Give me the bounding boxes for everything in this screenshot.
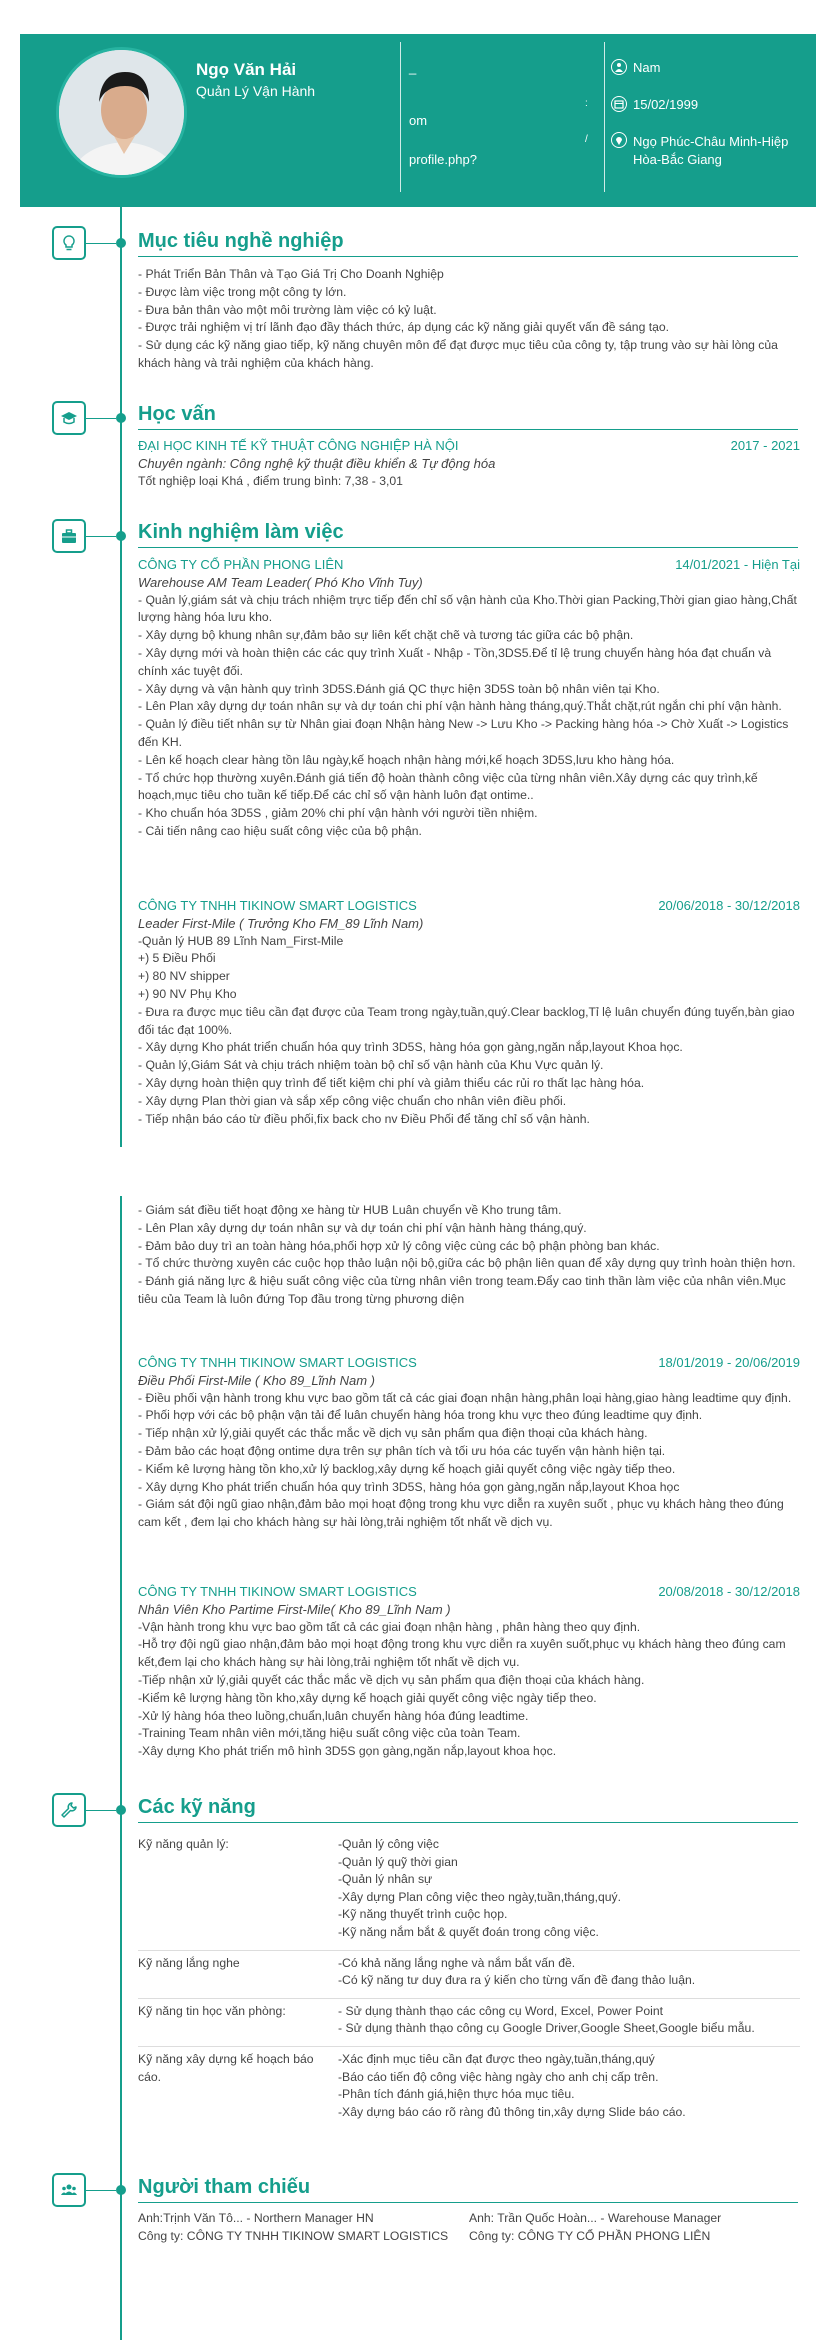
objective-line: - Phát Triển Bản Thân và Tạo Giá Trị Cho Doanh Nghiệp	[138, 267, 444, 281]
job-line: - Tiếp nhận báo cáo từ điều phối,fix back cho nv Điều Phối để tăng chỉ số vận hành.	[138, 1111, 590, 1126]
company-name: CÔNG TY CỔ PHẦN PHONG LIÊN	[138, 557, 344, 572]
job-line: -Hỗ trợ đội ngũ giao nhận,đảm bảo mọi hoạt động trong khu vực diễn ra xuyên suốt,phục vụ khách hàng theo đúng cam kết,đem lại cho khách hàng sự hài lòng,trải nghiệm tốt nhất về dịch vụ.	[138, 1637, 786, 1670]
job-header	[138, 1354, 800, 1372]
job-line: - Cải tiến nâng cao hiệu suất công việc của bộ phận.	[138, 823, 422, 838]
contact-mark-2: /	[585, 134, 588, 145]
skill-row	[138, 1951, 800, 1999]
date-of-birth: 15/02/1999	[633, 97, 699, 112]
job-line: - Lên kế hoạch clear hàng tồn lâu ngày,kế hoạch nhận hàng mới,kế hoạch 3D5S,lưu kho hàng hóa.	[138, 752, 675, 767]
job-line: - Xây dựng và vận hành quy trình 3D5S.Đánh giá QC thực hiện 3D5S toàn bộ nhân viên tại Kho.	[138, 681, 660, 696]
job-header	[138, 897, 800, 915]
job-line: - Đảm bảo duy trì an toàn hàng hóa,phối hợp xử lý công việc cùng các bộ phận phòng ban khác.	[138, 1238, 660, 1253]
job-entry	[138, 1354, 800, 1532]
header-divider	[604, 42, 605, 192]
timeline-line	[120, 207, 122, 1147]
job-position: Nhân Viên Kho Partime First-Mile( Kho 89_Lĩnh Nam )	[138, 1601, 451, 1617]
timeline-dot	[116, 413, 126, 423]
timeline-line	[120, 1196, 122, 2340]
education-period: 2017 - 2021	[730, 438, 800, 453]
skill-row	[138, 1999, 800, 2047]
skill-line: -Xây dựng báo cáo rõ ràng đủ thông tin,xây dựng Slide báo cáo.	[338, 2104, 686, 2119]
job-line: - Xây dựng Kho phát triển chuẩn hóa quy trình 3D5S, hàng hóa gọn gàng,ngăn nắp,layout Khoa học.	[138, 1040, 683, 1055]
section-title-education: Học vấn	[138, 403, 798, 430]
skill-line: -Kỹ năng thuyết trình cuộc họp.	[338, 1907, 508, 1922]
lightbulb-icon	[52, 226, 86, 260]
job-line: - Xây dựng hoàn thiện quy trình để tiết kiệm chi phí và giảm thiểu các rủi ro thất lạc hàng hóa.	[138, 1075, 645, 1090]
job-line: - Giám sát điều tiết hoạt động xe hàng từ HUB Luân chuyển về Kho trung tâm.	[138, 1203, 562, 1217]
profile-photo	[56, 47, 187, 178]
job-entry	[138, 556, 800, 841]
skill-row	[138, 1832, 800, 1951]
objective-line: - Sử dụng các kỹ năng giao tiếp, kỹ năng chuyên môn để đạt được mục tiêu của công ty, tập trung vào sự hài lòng của khách hàng và trải nghiệm của khách hàng.	[138, 338, 778, 370]
objective-content	[138, 266, 800, 373]
wrench-icon	[52, 1793, 86, 1827]
location-icon	[611, 132, 627, 148]
skill-line: -Quản lý nhân sự	[338, 1872, 433, 1887]
skill-name: Kỹ năng tin học văn phòng:	[138, 2003, 286, 2018]
job-line: - Kiểm kê lượng hàng tồn kho,xử lý backlog,xây dựng kế hoạch giải quyết công việc ngày tiếp theo.	[138, 1461, 676, 1476]
job-line: - Đánh giá năng lực & hiệu suất công việc của từng nhân viên trong team.Đẩy cao tinh thần làm việc của nhân viên.Mục tiêu của Team là luôn đứng Top đầu trong từng phương diện	[138, 1274, 786, 1306]
graduation-cap-icon	[52, 401, 86, 435]
reference-company: Công ty: CÔNG TY CỔ PHẦN PHONG LIÊN	[469, 2228, 711, 2243]
skill-row	[138, 2047, 800, 2129]
job-line: - Đảm bảo các hoạt động ontime dựa trên sự phân tích và tối ưu hóa các tuyến vận hành hiện tại.	[138, 1443, 666, 1458]
skill-description	[338, 2051, 800, 2121]
reference-person: Anh: Trần Quốc Hoàn... - Warehouse Manager	[469, 2211, 722, 2225]
education-header	[138, 437, 800, 455]
candidate-name: Ngọ Văn Hải	[196, 60, 297, 79]
job-line: +) 90 NV Phụ Kho	[138, 986, 237, 1001]
reference-entry	[138, 2210, 469, 2246]
job-line: - Điều phối vận hành trong khu vực bao gồm tất cả các giai đoạn nhận hàng,phân loại hàng,giao hàng leadtime quy định.	[138, 1390, 792, 1405]
objective-line: - Được làm việc trong một công ty lớn.	[138, 284, 347, 299]
job-line: -Tiếp nhận xử lý,giải quyết các thắc mắc về dịch vụ sản phẩm qua điện thoại của khách hàng.	[138, 1672, 645, 1687]
timeline-dot	[116, 1805, 126, 1815]
reference-company: Công ty: CÔNG TY TNHH TIKINOW SMART LOGISTICS	[138, 2228, 449, 2243]
contact-text-1: _	[409, 60, 417, 75]
company-name: CÔNG TY TNHH TIKINOW SMART LOGISTICS	[138, 898, 417, 913]
contact-text-2: om	[409, 113, 428, 128]
job-line: +) 80 NV shipper	[138, 969, 230, 984]
job-line: - Đưa ra được mục tiêu cần đạt được của Team trong ngày,tuần,quý.Clear backlog,Tỉ lệ luân chuyển đúng tuyến,bàn giao đối tác đạt 100%.	[138, 1004, 795, 1037]
connector-line	[86, 243, 116, 244]
section-title-skills: Các kỹ năng	[138, 1796, 798, 1823]
job-line: - Phối hợp với các bộ phận vận tải để luân chuyển hàng hóa trong khu vực theo đúng leadtime quy định.	[138, 1408, 703, 1423]
connector-line	[86, 418, 116, 419]
address: Ngọ Phúc-Châu Minh-Hiệp Hòa-Bắc Giang	[633, 134, 789, 167]
job-period: 20/08/2018 - 30/12/2018	[658, 1584, 800, 1599]
timeline-dot	[116, 238, 126, 248]
job-entry	[138, 1583, 800, 1761]
connector-line	[86, 2190, 116, 2191]
skill-name: Kỹ năng lắng nghe	[138, 1955, 240, 1970]
company-name: CÔNG TY TNHH TIKINOW SMART LOGISTICS	[138, 1355, 417, 1370]
skill-line: -Kỹ năng nắm bắt & quyết đoán trong công việc.	[338, 1924, 599, 1939]
skill-line: -Có kỹ năng tư duy đưa ra ý kiến cho từng vấn đề đang thảo luận.	[338, 1973, 696, 1988]
job-position: Warehouse AM Team Leader( Phó Kho Vĩnh Tuy)	[138, 574, 423, 590]
skill-line: - Sử dụng thành thạo các công cụ Word, Excel, Power Point	[338, 2003, 663, 2018]
job-line: - Xây dựng mới và hoàn thiện các các quy trình Xuất - Nhập - Tồn,3DS5.Để tỉ lệ trung chuyển hàng hóa đạt chuẩn và chính xác tuyệt đối.	[138, 645, 772, 678]
timeline-dot	[116, 2185, 126, 2195]
skill-description	[338, 1836, 800, 1942]
skill-name: Kỹ năng quản lý:	[138, 1837, 229, 1851]
gender-icon	[611, 59, 627, 75]
candidate-role: Quản Lý Vận Hành	[196, 83, 316, 99]
job-line: - Kho chuẩn hóa 3D5S , giảm 20% chi phí vận hành với người tiền nhiệm.	[138, 806, 538, 821]
job-position: Leader First-Mile ( Trưởng Kho FM_89 Lĩnh Nam)	[138, 915, 424, 931]
job-header	[138, 556, 800, 574]
job-entry	[138, 897, 800, 1128]
job-line: -Kiểm kê lượng hàng tồn kho,xây dựng kế hoạch giải quyết công việc ngày tiếp theo.	[138, 1690, 597, 1705]
job-line: - Tiếp nhận xử lý,giải quyết các thắc mắc về dịch vụ sản phẩm qua điện thoại của khách hàng.	[138, 1426, 648, 1441]
job-line: - Quản lý điều tiết nhân sự từ Nhân giai đoạn Nhận hàng New -> Lưu Kho -> Packing hàng hóa -> Chờ Xuất -> Logistics đến KH.	[138, 717, 789, 749]
objective-line: - Đưa bản thân vào một môi trường làm việc có kỷ luật.	[138, 302, 437, 317]
skill-line: -Có khả năng lắng nghe và nắm bắt vấn đề.	[338, 1955, 576, 1970]
job-position: Điều Phối First-Mile ( Kho 89_Lĩnh Nam )	[138, 1372, 375, 1388]
skill-line: -Báo cáo tiến độ công việc hàng ngày cho anh chị cấp trên.	[338, 2069, 659, 2084]
profile-header	[20, 34, 816, 207]
objective-line: - Được trải nghiệm vị trí lãnh đạo đầy thách thức, áp dụng các kỹ năng giải quyết vấn đề sáng tạo.	[138, 320, 670, 335]
job-line: - Xây dựng Kho phát triển chuẩn hóa quy trình 3D5S, hàng hóa gọn gàng,ngăn nắp,layout Khoa học	[138, 1479, 680, 1494]
job-line: -Vận hành trong khu vực bao gồm tất cả các giai đoạn nhận hàng , phân hàng theo quy định.	[138, 1619, 641, 1634]
references-list	[138, 2210, 800, 2246]
job-line: +) 5 Điều Phối	[138, 951, 216, 966]
skill-description	[338, 2003, 800, 2038]
header-divider	[400, 42, 401, 192]
skill-line: -Xây dựng Plan công việc theo ngày,tuần,tháng,quý.	[338, 1889, 622, 1904]
connector-line	[86, 1810, 116, 1811]
reference-entry	[469, 2210, 800, 2246]
job-line: - Giám sát đội ngũ giao nhận,đảm bảo mọi hoạt động trong khu vực diễn ra xuyên suốt , phục vụ khách hàng theo đúng cam kết , đem lại cho khách hàng sự hài lòng,trải nghiệm tốt nhất về dịch vụ.	[138, 1497, 784, 1530]
job-period: 18/01/2019 - 20/06/2019	[658, 1355, 800, 1370]
contact-mark-1: :	[585, 98, 588, 109]
section-title-references: Người tham chiếu	[138, 2176, 798, 2203]
job-header	[138, 1583, 800, 1601]
job-line: - Tổ chức họp thường xuyên.Đánh giá tiến độ hoàn thành công việc của từng nhân viên.Xây dựng các quy trình,kế hoạch,mục tiêu cho tuần kế tiếp.Để các chỉ số vận hành luôn đạt ontime..	[138, 770, 758, 803]
job-line: - Xây dựng Plan thời gian và sắp xếp công việc chuẩn cho nhân viên điều phối.	[138, 1093, 567, 1108]
section-title-experience: Kinh nghiệm làm việc	[138, 521, 798, 548]
contact-text-3: profile.php?	[409, 152, 477, 167]
people-icon	[52, 2173, 86, 2207]
skills-table	[138, 1832, 800, 2129]
skill-line: -Quản lý công việc	[338, 1837, 439, 1851]
job-line: -Training Team nhân viên mới,tăng hiệu suất công việc của toàn Team.	[138, 1726, 521, 1741]
job-line: - Tổ chức thường xuyên các cuộc họp thảo luận nội bộ,giữa các bộ phận liên quan để xây dựng quy trình hoàn thiện hơn.	[138, 1256, 796, 1271]
job-line: - Lên Plan xây dựng dự toán nhân sự và dự toán chi phí vận hành hàng tháng,quý.	[138, 1220, 587, 1235]
skill-line: - Sử dụng thành thạo công cụ Google Driver,Google Sheet,Google biểu mẫu.	[338, 2021, 755, 2036]
job-period: 20/06/2018 - 30/12/2018	[658, 898, 800, 913]
job-line: -Xử lý hàng hóa theo luồng,chuẩn,luân chuyển hàng hóa đúng leadtime.	[138, 1708, 529, 1723]
job-line: - Xây dựng bộ khung nhân sự,đảm bảo sự liên kết chặt chẽ và tương tác giữa các bộ phận.	[138, 628, 634, 643]
job-period: 14/01/2021 - Hiện Tại	[675, 557, 800, 572]
section-title-objective: Mục tiêu nghề nghiệp	[138, 230, 798, 257]
education-major: Chuyên ngành: Công nghệ kỹ thuật điều khiển & Tự động hóa	[138, 455, 496, 471]
gender: Nam	[633, 60, 661, 75]
skill-name: Kỹ năng xây dựng kế hoạch báo cáo.	[138, 2051, 314, 2084]
job-line: - Quản lý,giám sát và chịu trách nhiệm trực tiếp đến chỉ số vận hành của Kho.Thời gian Packing,Thời gian giao hàng,Chất lượng hàng hóa lưu kho.	[138, 592, 797, 625]
job-line: -Quản lý HUB 89 Lĩnh Nam_First-Mile	[138, 933, 344, 948]
job-line: - Lên Plan xây dựng dự toán nhân sự và dự toán chi phí vận hành hàng tháng,quý.Thắt chặt,rút ngắn chi phí vận hành.	[138, 699, 782, 714]
skill-line: -Quản lý quỹ thời gian	[338, 1854, 458, 1869]
timeline-dot	[116, 531, 126, 541]
education-entry	[138, 437, 800, 490]
education-grade: Tốt nghiệp loại Khá , điểm trung bình: 7,38 - 3,01	[138, 473, 403, 488]
job-entry-continued	[138, 1202, 800, 1309]
reference-person: Anh:Trịnh Văn Tô... - Northern Manager HN	[138, 2211, 374, 2225]
job-line: -Xây dựng Kho phát triển mô hình 3D5S gọn gàng,ngăn nắp,layout khoa học.	[138, 1744, 557, 1759]
connector-line	[86, 536, 116, 537]
company-name: CÔNG TY TNHH TIKINOW SMART LOGISTICS	[138, 1584, 417, 1599]
school-name: ĐẠI HỌC KINH TẾ KỸ THUẬT CÔNG NGHIỆP HÀ NỘI	[138, 438, 459, 453]
calendar-icon	[611, 96, 627, 112]
skill-line: -Phân tích đánh giá,hiện thực hóa mục tiêu.	[338, 2087, 575, 2102]
job-line: - Quản lý,Giám Sát và chịu trách nhiệm toàn bộ chỉ số vận hành của Khu Vực quản lý.	[138, 1058, 604, 1073]
briefcase-icon	[52, 519, 86, 553]
skill-line: -Xác định mục tiêu cần đạt được theo ngày,tuần,tháng,quý	[338, 2051, 655, 2066]
skill-description	[338, 1955, 800, 1990]
